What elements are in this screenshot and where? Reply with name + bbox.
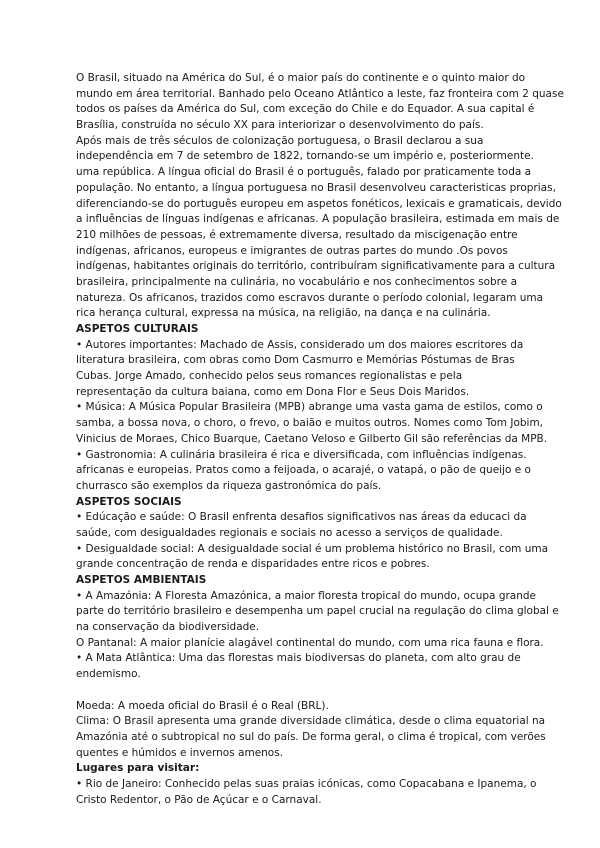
text-line: Cristo Redentor, o Pão de Açúcar e o Carnaval.	[76, 793, 322, 806]
text-line: população. No entanto, a língua portuguesa no Brasil desenvolveu caracteristicas proprias,	[76, 181, 556, 194]
section-heading: ASPETOS CULTURAIS	[76, 323, 199, 335]
text-line: • A Amazónia: A Floresta Amazónica, a maior floresta tropical do mundo, ocupa grande	[76, 589, 537, 602]
text-line: Moeda: A moeda oficial do Brasil é o Real (BRL).	[76, 699, 329, 712]
text-line: • Edúcação e saúde: O Brasil enfrenta desafios significativos nas áreas da educaci da	[76, 511, 527, 524]
text-line: Brasília, construída no século XX para interiorizar o desenvolvimento do país.	[76, 119, 484, 132]
text-line: indígenas, habitantes originais do território, contribuíram significativamente para a cultura	[76, 260, 556, 273]
text-line: O Brasil, situado na América do Sul, é o maior país do continente e o quinto maior do	[76, 72, 526, 84]
text-line: todos os países da América do Sul, com exceção do Chile e do Equador. A sua capital é	[76, 103, 535, 116]
text-line: africanas e europeias. Pratos como a feijoada, o acarajé, o vatapá, o pão de queijo e o	[76, 464, 531, 477]
text-line: churrasco são exemplos da riqueza gastronómica do país.	[76, 479, 382, 492]
text-line: samba, a bossa nova, o choro, o frevo, o baião e muitos outros. Nomes como Tom Jobim,	[76, 417, 544, 430]
text-line: grande concentração de renda e disparidades entre ricos e pobres.	[76, 558, 430, 571]
text-line: independência em 7 de setembro de 1822, tornando-se um império e, posteriormente.	[76, 150, 534, 163]
document-body	[76, 71, 564, 808]
blank-line	[76, 683, 536, 699]
text-line: representação da cultura baiana, como em Dona Flor e Seus Dois Maridos.	[76, 385, 470, 398]
text-line: Amazónia até o subtropical no sul do país. De forma geral, o clima é tropical, com verões	[76, 730, 546, 743]
text-line: natureza. Os africanos, trazidos como escravos durante o período colonial, legaram uma	[76, 291, 544, 304]
text-line: endemismo.	[76, 668, 141, 681]
section-heading: ASPETOS SOCIAIS	[76, 495, 182, 508]
text-line: literatura brasileira, com obras como Dom Casmurro e Memórias Póstumas de Bras	[76, 354, 515, 367]
text-line: uma república. A língua oficial do Brasil é o português, falado por praticamente toda a	[76, 166, 532, 179]
text-line: Cubas. Jorge Amado, conhecido pelos seus romances regionalistas e pela	[76, 370, 463, 383]
text-line: mundo em área territorial. Banhado pelo Oceano Atlântico a leste, faz fronteira com 2 quase	[76, 87, 564, 100]
text-line: • Música: A Música Popular Brasileira (MPB) abrange uma vasta gama de estilos, como o	[76, 401, 543, 414]
text-line: brasileira, principalmente na culinária, no vocabulário e nos conhecimentos sobre a	[76, 275, 518, 288]
text-line: 210 milhões de pessoas, é extremamente diversa, resultado da miscigenação entre	[76, 228, 518, 241]
text-line: parte do território brasileiro e desempenha um papel crucial na regulação do clima global e	[76, 605, 559, 618]
text-line: a influências de línguas indígenas e africanas. A população brasileira, estimada em mais de	[76, 213, 560, 226]
text-line: na conservação da biodiversidade.	[76, 621, 260, 634]
text-line: saúde, com desigualdades regionais e sociais no acesso a serviços de qualidade.	[76, 526, 503, 539]
text-line: Clima: O Brasil apresenta uma grande diversidade climática, desde o clima equatorial na	[76, 715, 546, 728]
text-line: • Desigualdade social: A desigualdade social é um problema histórico no Brasil, com uma	[76, 542, 549, 555]
text-line: • Autores importantes: Machado de Assis, considerado um dos maiores escritores da	[76, 338, 524, 351]
text-line: Vinicius de Moraes, Chico Buarque, Caetano Veloso e Gilberto Gil são referências da MPB.	[76, 432, 548, 445]
section-heading: ASPETOS AMBIENTAIS	[76, 574, 207, 586]
text-line: • A Mata Atlântica: Uma das florestas mais biodiversas do planeta, com alto grau de	[76, 652, 521, 665]
text-line: quentes e húmidos e invernos amenos.	[76, 746, 284, 759]
text-line: Após mais de três séculos de colonização portuguesa, o Brasil declarou a sua	[76, 134, 484, 147]
section-heading: Lugares para visitar:	[76, 762, 200, 775]
text-line: • Rio de Janeiro: Conhecido pelas suas praias icónicas, como Copacabana e Ipanema, o	[76, 777, 537, 790]
text-line: • Gastronomia: A culinária brasileira é rica e diversificada, com influências indígenas.	[76, 448, 527, 461]
text-line: rica herança cultural, expressa na música, na religião, na dança e na culinária.	[76, 307, 491, 320]
text-line: indígenas, africanos, europeus e imigrantes de outras partes do mundo .Os povos	[76, 244, 508, 257]
text-line: diferenciando-se do português europeu em aspetos fonéticos, lexicais e gramaticais, devido	[76, 197, 562, 210]
text-line: O Pantanal: A maior planície alagável continental do mundo, com uma rica fauna e flora.	[76, 636, 544, 649]
